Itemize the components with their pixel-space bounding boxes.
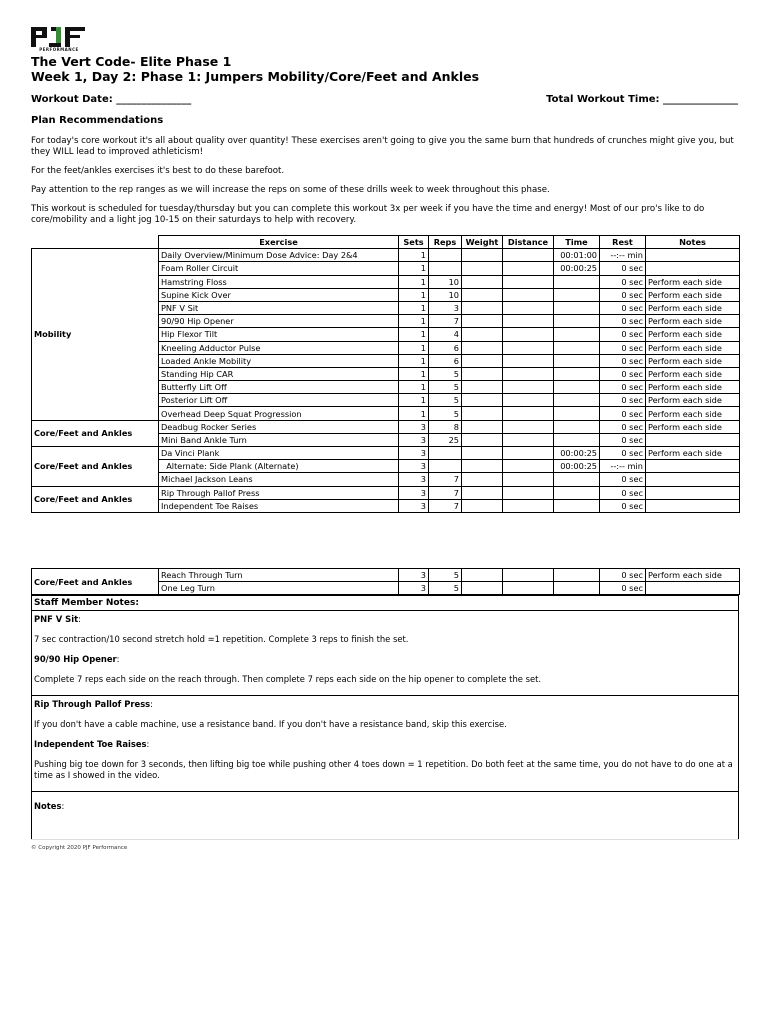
weight-cell — [462, 354, 503, 367]
distance-cell — [503, 394, 554, 407]
exercise-table — [31, 235, 740, 513]
rest-cell: 0 sec — [600, 288, 646, 301]
sets-cell: 1 — [399, 262, 429, 275]
weight-cell — [462, 569, 503, 582]
sets-cell: 1 — [399, 354, 429, 367]
weight-cell — [462, 262, 503, 275]
table-row — [32, 249, 740, 262]
notes-cell: Perform each side — [646, 328, 740, 341]
sets-cell: 3 — [399, 486, 429, 499]
distance-cell — [503, 301, 554, 314]
notes-cell: Perform each side — [646, 315, 740, 328]
rest-cell: 0 sec — [600, 275, 646, 288]
time-cell: 00:00:25 — [554, 447, 600, 460]
distance-cell — [503, 473, 554, 486]
document-title: The Vert Code- Elite Phase 1 — [31, 54, 232, 69]
rest-cell: 0 sec — [600, 262, 646, 275]
rest-cell: 0 sec — [600, 394, 646, 407]
rest-cell: 0 sec — [600, 341, 646, 354]
sets-cell: 1 — [399, 341, 429, 354]
exercise-cell: Standing Hip CAR — [159, 367, 399, 380]
distance-cell — [503, 354, 554, 367]
reps-cell: 4 — [429, 328, 462, 341]
weight-cell — [462, 315, 503, 328]
notes-cell: Perform each side — [646, 367, 740, 380]
reps-cell — [429, 447, 462, 460]
time-cell — [554, 569, 600, 582]
distance-cell — [503, 288, 554, 301]
sets-cell: 3 — [399, 420, 429, 433]
time-cell — [554, 486, 600, 499]
reps-cell: 10 — [429, 288, 462, 301]
weight-cell — [462, 433, 503, 446]
time-cell — [554, 288, 600, 301]
reps-cell — [429, 249, 462, 262]
notes-cell — [646, 473, 740, 486]
exercise-cell: Da Vinci Plank — [159, 447, 399, 460]
time-cell — [554, 341, 600, 354]
rest-cell: 0 sec — [600, 569, 646, 582]
group-label: Core/Feet and Ankles — [32, 569, 159, 595]
time-cell — [554, 367, 600, 380]
table-row — [32, 447, 740, 460]
weight-cell — [462, 407, 503, 420]
notes-cell — [646, 433, 740, 446]
weight-cell — [462, 447, 503, 460]
exercise-cell: Loaded Ankle Mobility — [159, 354, 399, 367]
header-weight: Weight — [462, 236, 503, 249]
staff-note-group-2: Rip Through Pallof Press: If you don't have a cable machine, use a resistance band. If you don't have a resistance band, skip this exercise. Independent Toe Raises: Pushing big toe down for 3 seconds, then lifting big toe while pushing other 4 toes down = 1 repetition. Do both feet at the same time, you do not have to do one at a time as I showed in the video. — [32, 695, 738, 791]
sets-cell: 1 — [399, 288, 429, 301]
rest-cell: 0 sec — [600, 381, 646, 394]
time-cell — [554, 420, 600, 433]
distance-cell — [503, 328, 554, 341]
notes-cell: Perform each side — [646, 407, 740, 420]
notes-cell: Perform each side — [646, 394, 740, 407]
paragraph-2: For the feet/ankles exercises it's best to do these barefoot. — [31, 166, 285, 176]
rest-cell: --:-- min — [600, 249, 646, 262]
header-rest: Rest — [600, 236, 646, 249]
sets-cell: 3 — [399, 447, 429, 460]
notes-cell — [646, 486, 740, 499]
exercise-cell: Kneeling Adductor Pulse — [159, 341, 399, 354]
rest-cell: 0 sec — [600, 486, 646, 499]
paragraph-4: This workout is scheduled for tuesday/thursday but you can complete this workout 3x per week if you have the time and energy! Most of our pro's like to do core/mobility and a light jog 10-15 on their saturdays to help with recovery. — [31, 204, 705, 225]
rest-cell: 0 sec — [600, 407, 646, 420]
weight-cell — [462, 486, 503, 499]
sets-cell: 1 — [399, 249, 429, 262]
weight-cell — [462, 473, 503, 486]
exercise-cell: Butterfly Lift Off — [159, 381, 399, 394]
header-sets: Sets — [399, 236, 429, 249]
reps-cell: 5 — [429, 394, 462, 407]
rest-cell: 0 sec — [600, 420, 646, 433]
header-time: Time — [554, 236, 600, 249]
sets-cell: 1 — [399, 301, 429, 314]
reps-cell: 7 — [429, 473, 462, 486]
sets-cell: 1 — [399, 275, 429, 288]
reps-cell — [429, 460, 462, 473]
document-subtitle: Week 1, Day 2: Phase 1: Jumpers Mobility/Core/Feet and Ankles — [31, 69, 480, 84]
time-cell — [554, 354, 600, 367]
rest-cell: 0 sec — [600, 328, 646, 341]
table-row — [32, 486, 740, 499]
sets-cell: 1 — [399, 367, 429, 380]
exercise-cell: One Leg Turn — [159, 582, 399, 595]
weight-cell — [462, 420, 503, 433]
distance-cell — [503, 447, 554, 460]
weight-cell — [462, 301, 503, 314]
weight-cell — [462, 381, 503, 394]
reps-cell: 6 — [429, 354, 462, 367]
notes-cell — [646, 460, 740, 473]
workout-date-field: Workout Date: _______________ — [31, 94, 192, 105]
distance-cell — [503, 249, 554, 262]
paragraph-3: Pay attention to the rep ranges as we will increase the reps on some of these drills week to week throughout this phase. — [31, 185, 550, 195]
sets-cell: 3 — [399, 499, 429, 512]
notes-cell: Perform each side — [646, 381, 740, 394]
distance-cell — [503, 433, 554, 446]
header-reps: Reps — [429, 236, 462, 249]
notes-cell — [646, 499, 740, 512]
weight-cell — [462, 367, 503, 380]
weight-cell — [462, 341, 503, 354]
logo-subtext: PERFORMANCE — [39, 47, 79, 52]
reps-cell: 7 — [429, 315, 462, 328]
reps-cell: 5 — [429, 569, 462, 582]
distance-cell — [503, 569, 554, 582]
note-text: Complete 7 reps each side on the reach through. Then complete 7 reps each side on the hip opener to complete the set. — [34, 674, 542, 684]
time-cell — [554, 315, 600, 328]
time-cell — [554, 394, 600, 407]
reps-cell: 5 — [429, 381, 462, 394]
table-row — [32, 420, 740, 433]
sets-cell: 1 — [399, 407, 429, 420]
weight-cell — [462, 328, 503, 341]
note-text: Pushing big toe down for 3 seconds, then lifting big toe while pushing other 4 toes down = 1 repetition. Do both feet at the same time, you do not have to do one at a time as I showed in the video. — [34, 759, 733, 780]
footer-divider — [31, 839, 739, 840]
exercise-cell: 90/90 Hip Opener — [159, 315, 399, 328]
weight-cell — [462, 499, 503, 512]
reps-cell: 7 — [429, 486, 462, 499]
weight-cell — [462, 249, 503, 262]
reps-cell: 8 — [429, 420, 462, 433]
notes-field: Notes: — [32, 791, 738, 839]
notes-cell: Perform each side — [646, 447, 740, 460]
rest-cell: 0 sec — [600, 433, 646, 446]
time-cell — [554, 328, 600, 341]
rest-cell: 0 sec — [600, 301, 646, 314]
sets-cell: 3 — [399, 433, 429, 446]
rest-cell: 0 sec — [600, 447, 646, 460]
exercise-cell: Rip Through Pallof Press — [159, 486, 399, 499]
exercise-cell: Overhead Deep Squat Progression — [159, 407, 399, 420]
distance-cell — [503, 499, 554, 512]
exercise-cell: Alternate: Side Plank (Alternate) — [159, 460, 399, 473]
time-cell — [554, 407, 600, 420]
exercise-cell: Reach Through Turn — [159, 569, 399, 582]
distance-cell — [503, 582, 554, 595]
notes-cell: Perform each side — [646, 275, 740, 288]
exercise-cell: Michael Jackson Leans — [159, 473, 399, 486]
exercise-cell: Posterior Lift Off — [159, 394, 399, 407]
rest-cell: --:-- min — [600, 460, 646, 473]
reps-cell: 5 — [429, 407, 462, 420]
table-row — [32, 569, 740, 582]
note-title: PNF V Sit — [34, 614, 79, 624]
distance-cell — [503, 315, 554, 328]
reps-cell: 5 — [429, 582, 462, 595]
staff-notes-label: Staff Member Notes: — [32, 596, 738, 611]
header-blank — [32, 236, 159, 249]
exercise-cell: PNF V Sit — [159, 301, 399, 314]
time-cell: 00:01:00 — [554, 249, 600, 262]
time-cell — [554, 473, 600, 486]
distance-cell — [503, 381, 554, 394]
notes-cell: Perform each side — [646, 301, 740, 314]
time-cell — [554, 381, 600, 394]
exercise-cell: Supine Kick Over — [159, 288, 399, 301]
distance-cell — [503, 420, 554, 433]
distance-cell — [503, 460, 554, 473]
paragraph-1: For today's core workout it's all about quality over quantity! These exercises aren't going to give you the same burn that hundreds of crunches might give you, but they WILL lead to improved athleticism! — [31, 136, 734, 157]
time-cell — [554, 499, 600, 512]
weight-cell — [462, 394, 503, 407]
exercise-cell: Hip Flexor Tilt — [159, 328, 399, 341]
note-title: Independent Toe Raises — [34, 739, 147, 749]
staff-notes-section — [31, 595, 739, 840]
exercise-table-continued — [31, 568, 740, 595]
notes-cell: Perform each side — [646, 420, 740, 433]
sets-cell: 1 — [399, 381, 429, 394]
note-text: 7 sec contraction/10 second stretch hold =1 repetition. Complete 3 reps to finish the set. — [34, 634, 409, 644]
exercise-cell: Daily Overview/Minimum Dose Advice: Day 2&4 — [159, 249, 399, 262]
total-workout-time-field: Total Workout Time: _______________ — [546, 94, 738, 105]
exercise-cell: Mini Band Ankle Turn — [159, 433, 399, 446]
header-notes: Notes — [646, 236, 740, 249]
exercise-cell: Deadbug Rocker Series — [159, 420, 399, 433]
notes-label: Notes — [34, 801, 62, 811]
sets-cell: 3 — [399, 569, 429, 582]
rest-cell: 0 sec — [600, 315, 646, 328]
footer-copyright: © Copyright 2020 PJF Performance — [31, 845, 128, 851]
sets-cell: 3 — [399, 473, 429, 486]
weight-cell — [462, 460, 503, 473]
header-exercise: Exercise — [159, 236, 399, 249]
reps-cell: 25 — [429, 433, 462, 446]
sets-cell: 1 — [399, 328, 429, 341]
notes-cell — [646, 249, 740, 262]
sets-cell: 3 — [399, 582, 429, 595]
exercise-cell: Foam Roller Circuit — [159, 262, 399, 275]
rest-cell: 0 sec — [600, 582, 646, 595]
note-text: If you don't have a cable machine, use a resistance band. If you don't have a resistance band, skip this exercise. — [34, 719, 507, 729]
reps-cell: 6 — [429, 341, 462, 354]
group-label: Mobility — [32, 249, 159, 420]
weight-cell — [462, 582, 503, 595]
reps-cell: 5 — [429, 367, 462, 380]
time-cell — [554, 301, 600, 314]
notes-cell — [646, 262, 740, 275]
note-title: Rip Through Pallof Press — [34, 699, 151, 709]
distance-cell — [503, 275, 554, 288]
reps-cell: 3 — [429, 301, 462, 314]
notes-cell: Perform each side — [646, 354, 740, 367]
exercise-cell: Independent Toe Raises — [159, 499, 399, 512]
group-label: Core/Feet and Ankles — [32, 486, 159, 512]
time-cell — [554, 275, 600, 288]
note-title: 90/90 Hip Opener — [34, 654, 117, 664]
reps-cell: 7 — [429, 499, 462, 512]
reps-cell — [429, 262, 462, 275]
weight-cell — [462, 288, 503, 301]
rest-cell: 0 sec — [600, 499, 646, 512]
exercise-cell: Hamstring Floss — [159, 275, 399, 288]
distance-cell — [503, 367, 554, 380]
rest-cell: 0 sec — [600, 367, 646, 380]
notes-cell: Perform each side — [646, 569, 740, 582]
notes-cell — [646, 582, 740, 595]
distance-cell — [503, 486, 554, 499]
sets-cell: 1 — [399, 315, 429, 328]
staff-note-group-1: PNF V Sit: 7 sec contraction/10 second stretch hold =1 repetition. Complete 3 reps to finish the set. 90/90 Hip Opener: Complete 7 reps each side on the reach through. Then complete 7 reps each side on the hip opener to complete the set. — [32, 611, 738, 695]
notes-cell: Perform each side — [646, 288, 740, 301]
time-cell — [554, 433, 600, 446]
group-label: Core/Feet and Ankles — [32, 420, 159, 446]
distance-cell — [503, 341, 554, 354]
table-header-row — [32, 236, 740, 249]
rest-cell: 0 sec — [600, 473, 646, 486]
header-distance: Distance — [503, 236, 554, 249]
plan-heading: Plan Recommendations — [31, 115, 164, 126]
distance-cell — [503, 262, 554, 275]
reps-cell: 10 — [429, 275, 462, 288]
time-cell: 00:00:25 — [554, 460, 600, 473]
notes-cell: Perform each side — [646, 341, 740, 354]
sets-cell: 1 — [399, 394, 429, 407]
rest-cell: 0 sec — [600, 354, 646, 367]
time-cell — [554, 582, 600, 595]
distance-cell — [503, 407, 554, 420]
weight-cell — [462, 275, 503, 288]
group-label: Core/Feet and Ankles — [32, 447, 159, 487]
time-cell: 00:00:25 — [554, 262, 600, 275]
sets-cell: 3 — [399, 460, 429, 473]
